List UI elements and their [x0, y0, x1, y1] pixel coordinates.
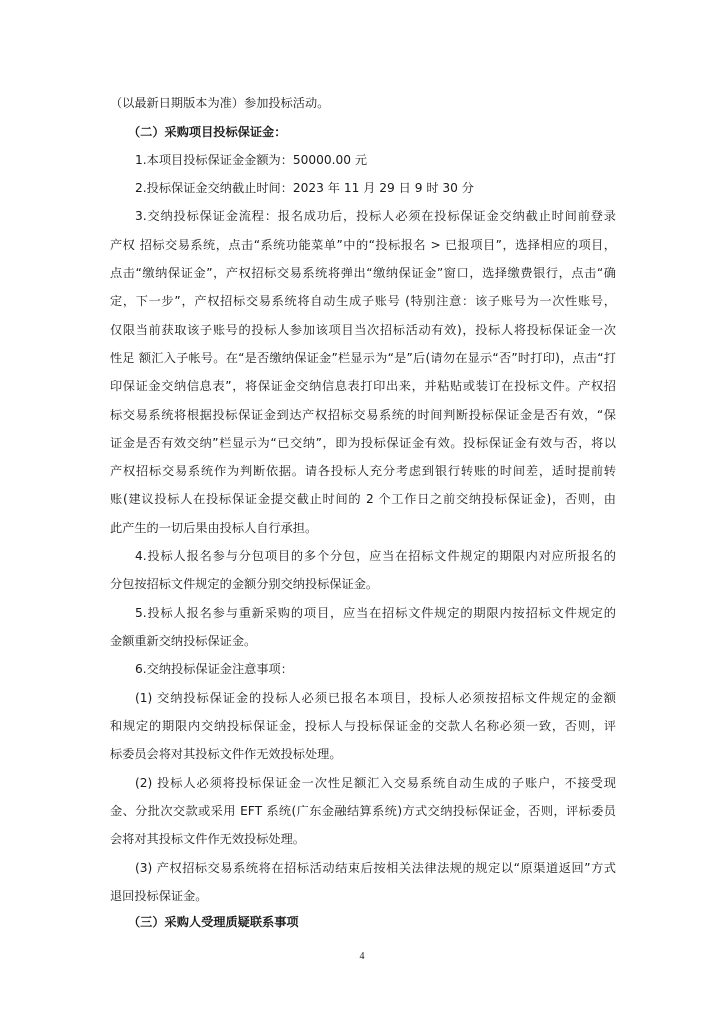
- section-heading: （二）采购项目投标保证金：: [128, 125, 287, 139]
- text-line: 定，下一步”，产权招标交易系统将自动生成子账号 (特别注意：该子账号为一次性账号，: [110, 294, 616, 308]
- text-line: (2) 投标人必须将投标保证金一次性足额汇入交易系统自动生成的子账户，不接受现: [135, 776, 616, 790]
- text-line: 仅限当前获取该子账号的投标人参加该项目当次招标活动有效)，投标人将投标保证金一次: [110, 323, 616, 337]
- text-line: 6.交纳投标保证金注意事项：: [135, 662, 293, 676]
- text-line: 和规定的期限内交纳投标保证金，投标人与投标保证金的交款人名称必须一致，否则，评: [110, 719, 616, 733]
- text-line: 印保证金交纳信息表”，将保证金交纳信息表打印出来，并粘贴或装订在投标文件。产权招: [110, 379, 616, 393]
- text-line: 标委员会将对其投标文件作无效投标处理。: [110, 747, 342, 761]
- text-line: 金额重新交纳投标保证金。: [110, 634, 257, 648]
- page-number: 4: [359, 951, 365, 962]
- text-line: 证金是否有效交纳”栏显示为“已交纳”，即为投标保证金有效。投标保证金有效与否，将以: [110, 436, 616, 450]
- text-line: 账(建议投标人在投标保证金提交截止时间的 2 个工作日之前交纳投标保证金)，否则，由: [110, 492, 616, 506]
- text-line: 3.交纳投标保证金流程：报名成功后，投标人必须在投标保证金交纳截止时间前登录: [135, 209, 616, 223]
- text-line: 标交易系统将根据投标保证金到达产权招标交易系统的时间判断投标保证金是否有效，“保: [110, 408, 616, 422]
- text-line: 2.投标保证金交纳截止时间：2023 年 11 月 29 日 9 时 30 分: [135, 181, 474, 195]
- text-line: 产权 招标交易系统，点击“系统功能菜单”中的“投标报名 > 已报项目”，选择相应的项目，: [110, 238, 616, 252]
- text-line: 4.投标人报名参与分包项目的多个分包，应当在招标文件规定的期限内对应所报名的: [135, 549, 616, 563]
- text-line: 金、分批次交款或采用 EFT 系统(广东金融结算系统)方式交纳投标保证金，否则，评标委员: [110, 804, 616, 818]
- text-line: 会将对其投标文件作无效投标处理。: [110, 832, 305, 846]
- text-line: 此产生的一切后果由投标人自行承担。: [110, 521, 318, 535]
- text-line: 产权招标交易系统作为判断依据。请各投标人充分考虑到银行转账的时间差，适时提前转: [110, 464, 616, 478]
- text-line: 1.本项目投标保证金金额为：50000.00 元: [135, 153, 368, 167]
- text-line: 5.投标人报名参与重新采购的项目，应当在招标文件规定的期限内按招标文件规定的: [135, 606, 616, 620]
- section-heading: （三）采购人受理质疑联系事项: [128, 915, 299, 929]
- text-line: 分包按招标文件规定的金额分别交纳投标保证金。: [110, 577, 379, 591]
- text-line: （以最新日期版本为准）参加投标活动。: [110, 96, 330, 110]
- text-line: 性足 额汇入子帐号。在“是否缴纳保证金”栏显示为“是”后(请勿在显示“否”时打印)，点击“打: [110, 351, 616, 365]
- text-line: 退回投标保证金。: [110, 889, 208, 903]
- text-line: 点击“缴纳保证金”，产权招标交易系统将弹出“缴纳保证金”窗口，选择缴费银行，点击“确: [110, 266, 616, 280]
- text-line: (1) 交纳投标保证金的投标人必须已报名本项目，投标人必须按招标文件规定的金额: [135, 691, 616, 705]
- text-line: (3) 产权招标交易系统将在招标活动结束后按相关法律法规的规定以“原渠道返回”方式: [135, 861, 616, 875]
